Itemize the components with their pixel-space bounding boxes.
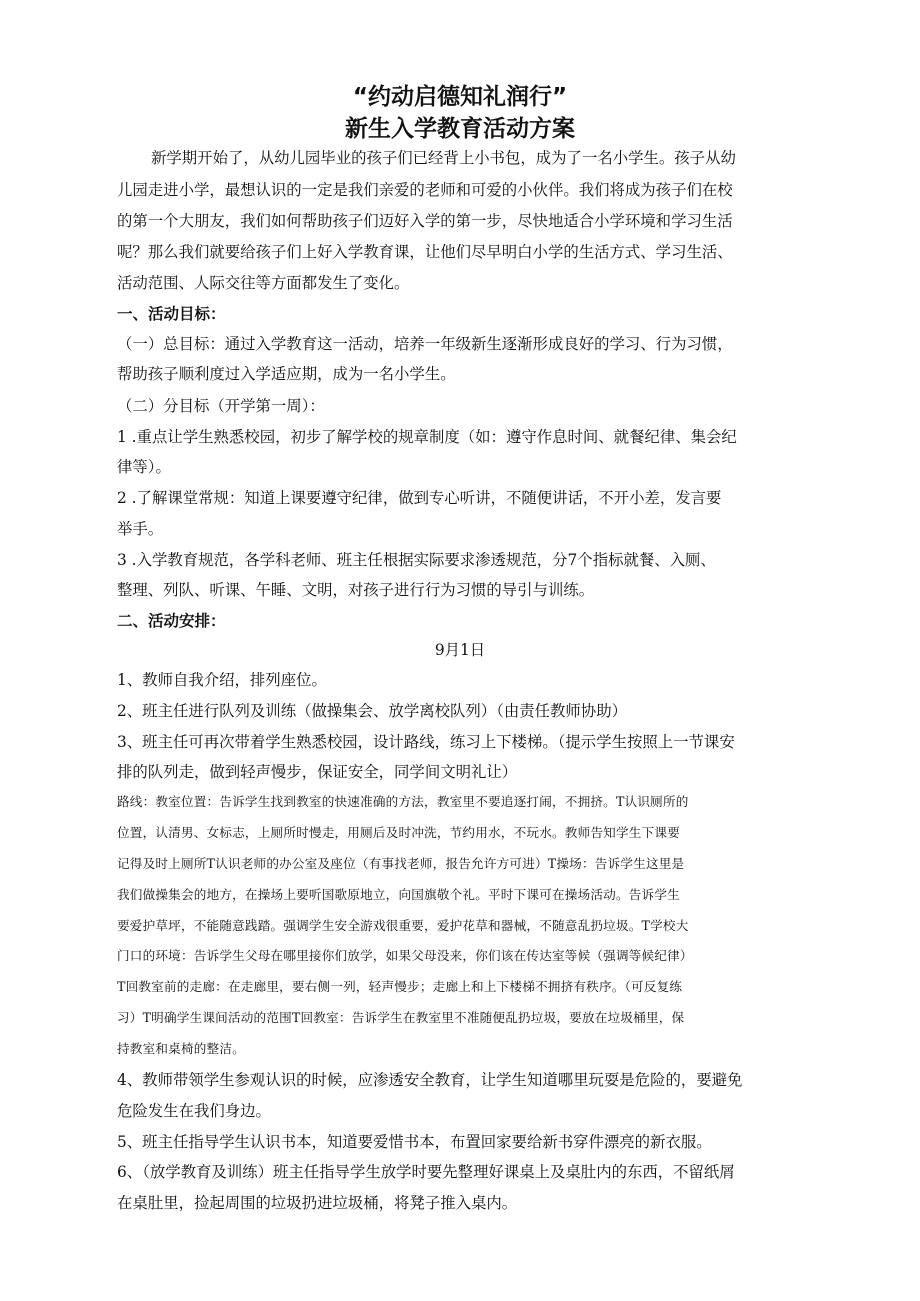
paragraph-line: 新学期开始了，从幼儿园毕业的孩子们已经背上小书包，成为了一名小学生。孩子从幼 <box>151 149 736 167</box>
list-item: 危险发生在我们身边。 <box>117 1102 271 1120</box>
paragraph-line: 举手。 <box>117 520 164 538</box>
document-title-line2: 新生入学教育活动方案 <box>345 116 575 142</box>
route-line: 门口的环境：告诉学生父母在哪里接你们放学，如果父母没来，你们该在传达室等候（强调等候纪律） <box>117 948 693 963</box>
document-title-line1: “约动启德知礼润行” <box>352 84 568 110</box>
paragraph-line: 整理、列队、听课、午睡、文明，对孩子进行行为习惯的导引与训练。 <box>117 581 595 599</box>
list-item: 3、班主任可再次带着学生熟悉校园，设计路线，练习上下楼梯。（提示学生按照上一节课安 <box>117 733 735 751</box>
paragraph-line: （一）总目标：通过入学教育这一活动，培养一年级新生逐渐形成良好的学习、行为习惯， <box>117 335 733 353</box>
paragraph-line: 律等）。 <box>117 458 171 476</box>
route-line: 位置，认清男、女标志，上厕所时慢走，用厕后及时冲洗，节约用水，不玩水。教师告知学生下课要 <box>117 825 680 840</box>
route-line: 路线：教室位置：告诉学生找到教室的快速准确的方法，教室里不要追逐打闹，不拥挤。T认识厕所的 <box>117 794 689 809</box>
route-line: 要爱护草坪，不能随意践踏。强调学生安全游戏很重要，爱护花草和器械，不随意乱扔垃圾。T学校大 <box>117 918 689 933</box>
section-heading-schedule: 二、活动安排： <box>117 612 226 630</box>
list-item: 5、班主任指导学生认识书本，知道要爱惜书本，布置回家要给新书穿件漂亮的新衣服。 <box>117 1133 712 1151</box>
paragraph-line: 3 .入学教育规范，各学科老师、班主任根据实际要求渗透规范，分7个指标就餐、入厕、 <box>117 551 716 569</box>
route-line: 记得及时上厕所T认识老师的办公室及座位（有事找老师，报告允许方可进）T操场：告诉学生这里是 <box>117 856 685 871</box>
paragraph-line: 2 .了解课堂常规：知道上课要遵守纪律，做到专心听讲，不随便讲话，不开小差，发言要 <box>117 489 722 507</box>
list-item: 4、教师带领学生参观认识的时候，应渗透安全教育，让学生知道哪里玩耍是危险的，要避免 <box>117 1071 743 1089</box>
paragraph-line: 1 .重点让学生熟悉校园，初步了解学校的规章制度（如：遵守作息时间、就餐纪律、集会纪 <box>117 428 737 446</box>
paragraph-line: （二）分目标（开学第一周）： <box>117 397 325 415</box>
list-item: 6、（放学教育及训练）班主任指导学生放学时要先整理好课桌上及桌肚内的东西，不留纸屑 <box>117 1163 735 1181</box>
paragraph-line: 帮助孩子顺利度过入学适应期，成为一名小学生。 <box>117 365 456 383</box>
list-item: 1、教师自我介绍，排列座位。 <box>117 671 327 689</box>
paragraph-line: 儿园走进小学，最想认识的一定是我们亲爱的老师和可爱的小伙伴。我们将成为孩子们在校 <box>117 181 733 199</box>
route-line: T回教室前的走廊：在走廊里，要右侧一列，轻声慢步；走廊上和上下楼梯不拥挤有秩序。（可反复练 <box>117 979 683 994</box>
section-heading-goals: 一、活动目标： <box>117 305 226 323</box>
route-line: 持教室和桌椅的整洁。 <box>117 1041 245 1056</box>
paragraph-line: 呢？那么我们就要给孩子们上好入学教育课，让他们尽早明白小学的生活方式、学习生活、 <box>117 243 733 261</box>
list-item: 排的队列走，做到轻声慢步，保证安全，同学间文明礼让） <box>117 763 518 781</box>
route-line: 习）T明确学生课间活动的范围T回教室：告诉学生在教室里不准随便乱扔垃圾，要放在垃圾桶里，保 <box>117 1010 685 1025</box>
schedule-date: 9月1日 <box>434 641 486 659</box>
paragraph-line: 活动范围、人际交往等方面都发生了变化。 <box>117 274 410 292</box>
route-line: 我们做操集会的地方，在操场上要听国歌原地立，向国旗敬个礼。平时下课可在操场活动。告诉学生 <box>117 887 680 902</box>
list-item: 2、班主任进行队列及训练（做操集会、放学离校队列）（由责任教师协助） <box>117 702 627 720</box>
paragraph-line: 的第一个大朋友，我们如何帮助孩子们迈好入学的第一步，尽快地适合小学环境和学习生活 <box>117 212 733 230</box>
list-item: 在桌肚里，捡起周围的垃圾扔进垃圾桶，将凳子推入桌内。 <box>117 1194 518 1212</box>
